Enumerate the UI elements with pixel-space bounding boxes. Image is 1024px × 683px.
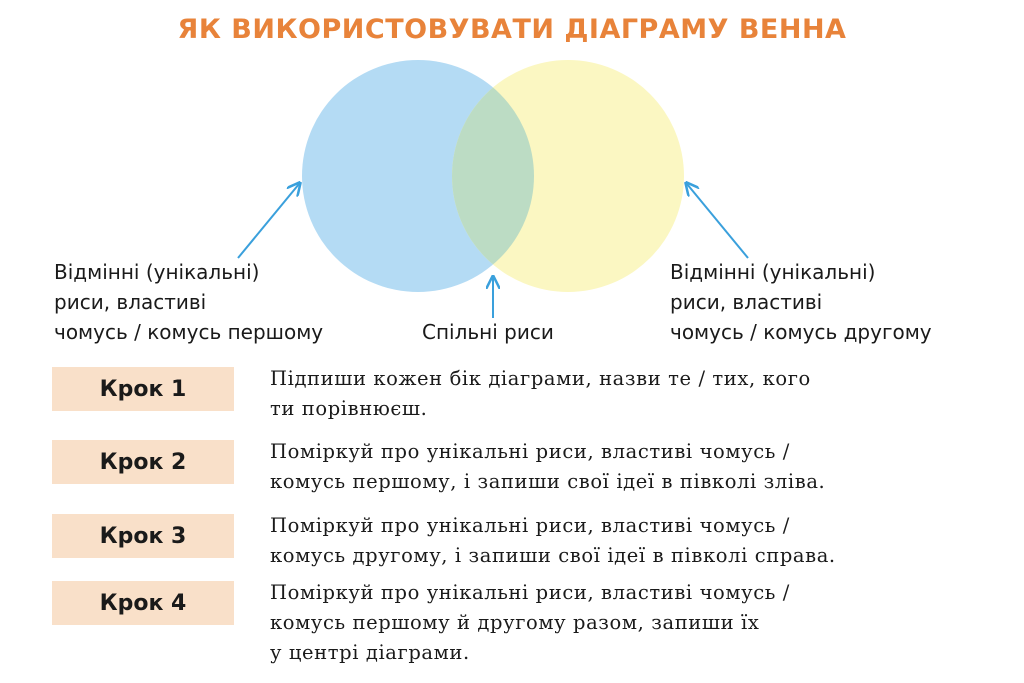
step-text-line: Поміркуй про унікальні риси, властиві чомусь / [270, 581, 790, 604]
arrow-left [238, 184, 299, 258]
step-text-line: у центрі діаграми. [270, 641, 470, 664]
step-label: Крок 3 [52, 514, 234, 558]
step-text-line: комусь першому й другому разом, запиши їх [270, 611, 760, 634]
step-text-line: комусь першому, і запиши свої ідеї в півколі зліва. [270, 470, 826, 493]
page-title: ЯК ВИКОРИСТОВУВАТИ ДІАГРАМУ ВЕННА [177, 14, 847, 45]
label-left-unique [54, 257, 323, 347]
step-label: Крок 2 [52, 440, 234, 484]
label-left-line: Відмінні (унікальні) [54, 260, 260, 284]
step-text [270, 511, 970, 571]
label-common [422, 317, 554, 347]
label-right-line: риси, властиві [670, 290, 823, 314]
label-right-unique [670, 257, 932, 347]
step-text-line: ти порівнюєш. [270, 397, 428, 420]
label-center-line: Спільні риси [422, 320, 554, 344]
step-text-line: комусь другому, і запиши свої ідеї в півколі справа. [270, 544, 836, 567]
step-text-line: Підпиши кожен бік діаграми, назви те / тих, кого [270, 367, 811, 390]
label-right-line: Відмінні (унікальні) [670, 260, 876, 284]
step-text-line: Поміркуй про унікальні риси, властиві чомусь / [270, 514, 790, 537]
label-right-line: чомусь / комусь другому [670, 320, 932, 344]
step-text [270, 364, 970, 424]
step-text-line: Поміркуй про унікальні риси, властиві чомусь / [270, 440, 790, 463]
step-label: Крок 4 [52, 581, 234, 625]
label-left-line: риси, властиві [54, 290, 207, 314]
arrow-right [687, 184, 748, 258]
step-label: Крок 1 [52, 367, 234, 411]
label-left-line: чомусь / комусь першому [54, 320, 324, 344]
step-text [270, 437, 970, 497]
step-text [270, 578, 970, 668]
